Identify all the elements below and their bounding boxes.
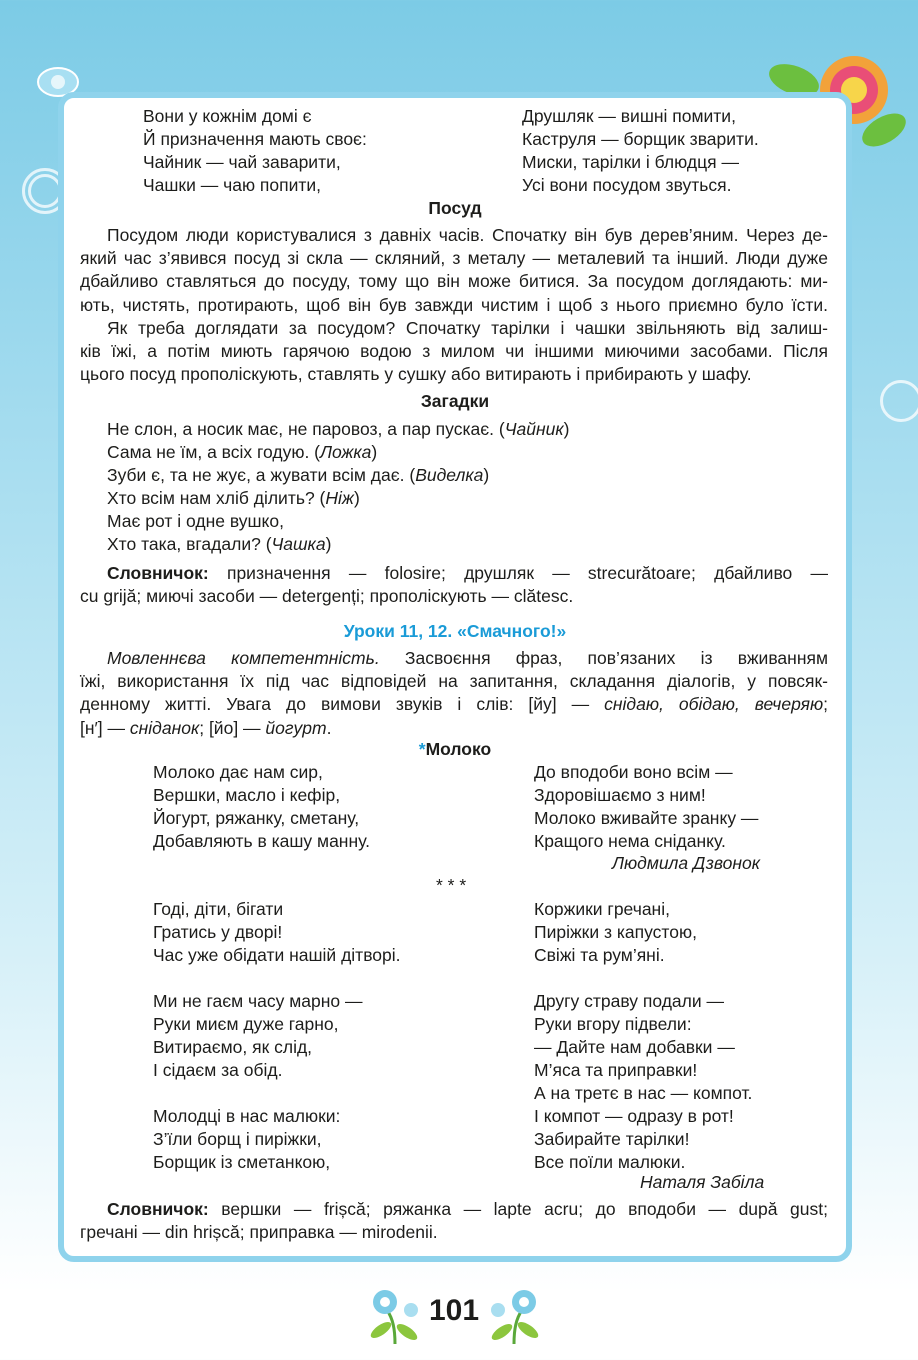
verse-line: Здоровішаємо з ним! — [534, 785, 706, 805]
poem-separator: * * * — [436, 875, 467, 895]
paragraph-line: ють, чистять, протирають, щоб він був завжди чистим і щоб з нього приємно було їсти. — [80, 294, 828, 315]
verse-line: До вподоби воно всім — — [534, 762, 733, 782]
verse-line: Молоко дає нам сир, — [153, 762, 323, 782]
verse-line — [153, 1082, 401, 1105]
verse-line: Витираємо, як слід, — [153, 1037, 313, 1057]
posud-paragraph-1 — [80, 224, 828, 317]
bubble-decoration — [880, 380, 918, 422]
paragraph-line: їжі, використання їх під час відповідей на запитання, складання діалогів, у повсяк- — [80, 671, 828, 692]
section-title-riddles: Загадки — [420, 391, 490, 411]
verse-line: Усі вони посудом звуться. — [522, 175, 732, 195]
lesson-title: Уроки 11, 12. «Смачного!» — [343, 621, 567, 641]
paragraph-line: Словничок: вершки — frișcă; ряжанка — lapte acru; до вподоби — după gust; — [107, 1199, 828, 1219]
verse-line: Гратись у дворі! — [153, 922, 283, 942]
bubble-decoration — [28, 174, 62, 208]
section-title-posud: Посуд — [428, 198, 482, 218]
page-number: 101 — [429, 1294, 480, 1327]
verse-line — [153, 967, 401, 990]
riddle-answer: Виделка — [415, 465, 484, 485]
poem-author: Наталя Забіла — [640, 1172, 765, 1192]
poem3-left — [153, 898, 401, 1174]
verse-line: А на третє в нас — компот. — [534, 1083, 753, 1103]
paragraph-line: дбайливо ставляться до посуду, тому що він може битися. За посудом доглядають: ми- — [80, 271, 828, 292]
verse-line: Молодці в нас малюки: — [153, 1106, 341, 1126]
verse-line: Йогурт, ряжанку, сметану, — [153, 808, 360, 828]
moloko-left — [153, 761, 370, 853]
poem1-left — [143, 105, 367, 197]
glossary-1 — [80, 562, 828, 608]
verse-line: І сідаєм за обід. — [153, 1060, 283, 1080]
verse-line: Час уже обідати нашій дітворі. — [153, 945, 401, 965]
verse-line: Годі, діти, бігати — [153, 899, 284, 919]
riddle-line: Не слон, а носик має, не паровоз, а пар пускає. (Чайник) — [107, 419, 570, 439]
verse-line: Ми не гаєм часу марно — — [153, 991, 363, 1011]
paragraph-line: цього посуд прополіскують, ставлять у сушку або витирають і прибирають у шафу. — [80, 364, 752, 385]
verse-line: Й призначення мають своє: — [143, 129, 367, 149]
moloko-right — [534, 761, 758, 853]
paragraph-line: Як треба доглядати за посудом? Спочатку тарілки і чашки звільняють від залиш- — [107, 318, 828, 338]
poem-author: Людмила Дзвонок — [612, 853, 760, 873]
poem3-right — [534, 898, 752, 1174]
verse-line: І компот — одразу в рот! — [534, 1106, 734, 1126]
paragraph-line: Мовленнєва компетентність. Засвоєння фраз, пов’язаних із вживанням — [107, 648, 828, 668]
poem1-right — [522, 105, 759, 197]
riddles-list — [107, 418, 569, 556]
verse-line: Чашки — чаю попити, — [143, 175, 322, 195]
lesson-competence — [80, 647, 828, 740]
glossary-2 — [80, 1198, 828, 1244]
flower-ornament-left — [365, 1284, 425, 1346]
verse-line: Руки вгору підвели: — [534, 1014, 692, 1034]
paragraph-line: [н′] — сніданок; [йо] — йогурт. — [80, 717, 332, 738]
paragraph-line: ків їжі, а потім миють гарячою водою з милом чи іншими миючими засобами. Після — [80, 341, 828, 362]
riddle-line: Хто всім нам хліб ділить? (Ніж) — [107, 488, 360, 508]
paragraph-line: cu grijă; миючі засоби — detergenți; прополіскують — clătesc. — [80, 586, 574, 607]
verse-line: Чайник — чай заварити, — [143, 152, 341, 172]
verse-line: Пиріжки з капустою, — [534, 922, 697, 942]
riddle-line: Має рот і одне вушко, — [107, 511, 284, 531]
verse-line: Свіжі та рум’яні. — [534, 945, 665, 965]
verse-line: Молоко вживайте зранку — — [534, 808, 759, 828]
paragraph-line: гречані — din hrișcă; приправка — mirodenii. — [80, 1222, 438, 1243]
paragraph-line: денному житті. Увага до вимови звуків і слів: [йу] — снідаю, обідаю, вечеряю; — [80, 694, 828, 715]
poem-title-moloko: *Молоко — [418, 739, 492, 759]
paragraph-line: Словничок: призначення — folosire; друшляк — strecurătoare; дбайливо — — [107, 563, 828, 583]
verse-line: Другу страву подали — — [534, 991, 725, 1011]
verse-line: Каструля — борщик зварити. — [522, 129, 759, 149]
verse-line: Руки миєм дуже гарно, — [153, 1014, 339, 1034]
riddle-answer: Чашка — [271, 534, 326, 554]
verse-line: М’яса та приправки! — [534, 1060, 698, 1080]
verse-line: З’їли борщ і пиріжки, — [153, 1129, 322, 1149]
asterisk-mark: * — [418, 739, 426, 759]
verse-line: Коржики гречані, — [534, 899, 670, 919]
verse-line: Все поїли малюки. — [534, 1152, 686, 1172]
riddle-answer: Ложка — [320, 442, 372, 462]
verse-line: Вершки, масло і кефір, — [153, 785, 341, 805]
glossary-label: Словничок: — [107, 1199, 209, 1219]
verse-line: Друшляк — вишні помити, — [522, 106, 736, 126]
verse-line: — Дайте нам добавки — — [534, 1037, 735, 1057]
verse-line: Вони у кожнім домі є — [143, 106, 312, 126]
riddle-answer: Чайник — [504, 419, 564, 439]
glossary-label: Словничок: — [107, 563, 209, 583]
verse-line: Кращого нема сніданку. — [534, 831, 726, 851]
paragraph-line: Посудом люди користувалися з давніх часів. Спочатку він був дерев’яним. Через де- — [107, 225, 828, 245]
verse-line: Миски, тарілки і блюдця — — [522, 152, 739, 172]
paragraph-line: який час з’явився посуд зі скла — скляний, з металу — металевий та інший. Люди дуже — [80, 248, 828, 269]
posud-paragraph-2 — [80, 317, 828, 387]
verse-line: Борщик із сметанкою, — [153, 1152, 331, 1172]
riddle-line: Сама не їм, а всіх годую. (Ложка) — [107, 442, 378, 462]
flower-ornament-right — [484, 1284, 544, 1346]
verse-line — [534, 967, 752, 990]
riddle-line: Зуби є, та не жує, а жувати всім дає. (Виделка) — [107, 465, 490, 485]
riddle-line: Хто така, вгадали? (Чашка) — [107, 534, 332, 554]
verse-line: Забирайте тарілки! — [534, 1129, 690, 1149]
riddle-answer: Ніж — [325, 488, 354, 508]
verse-line: Добавляють в кашу манну. — [153, 831, 370, 851]
